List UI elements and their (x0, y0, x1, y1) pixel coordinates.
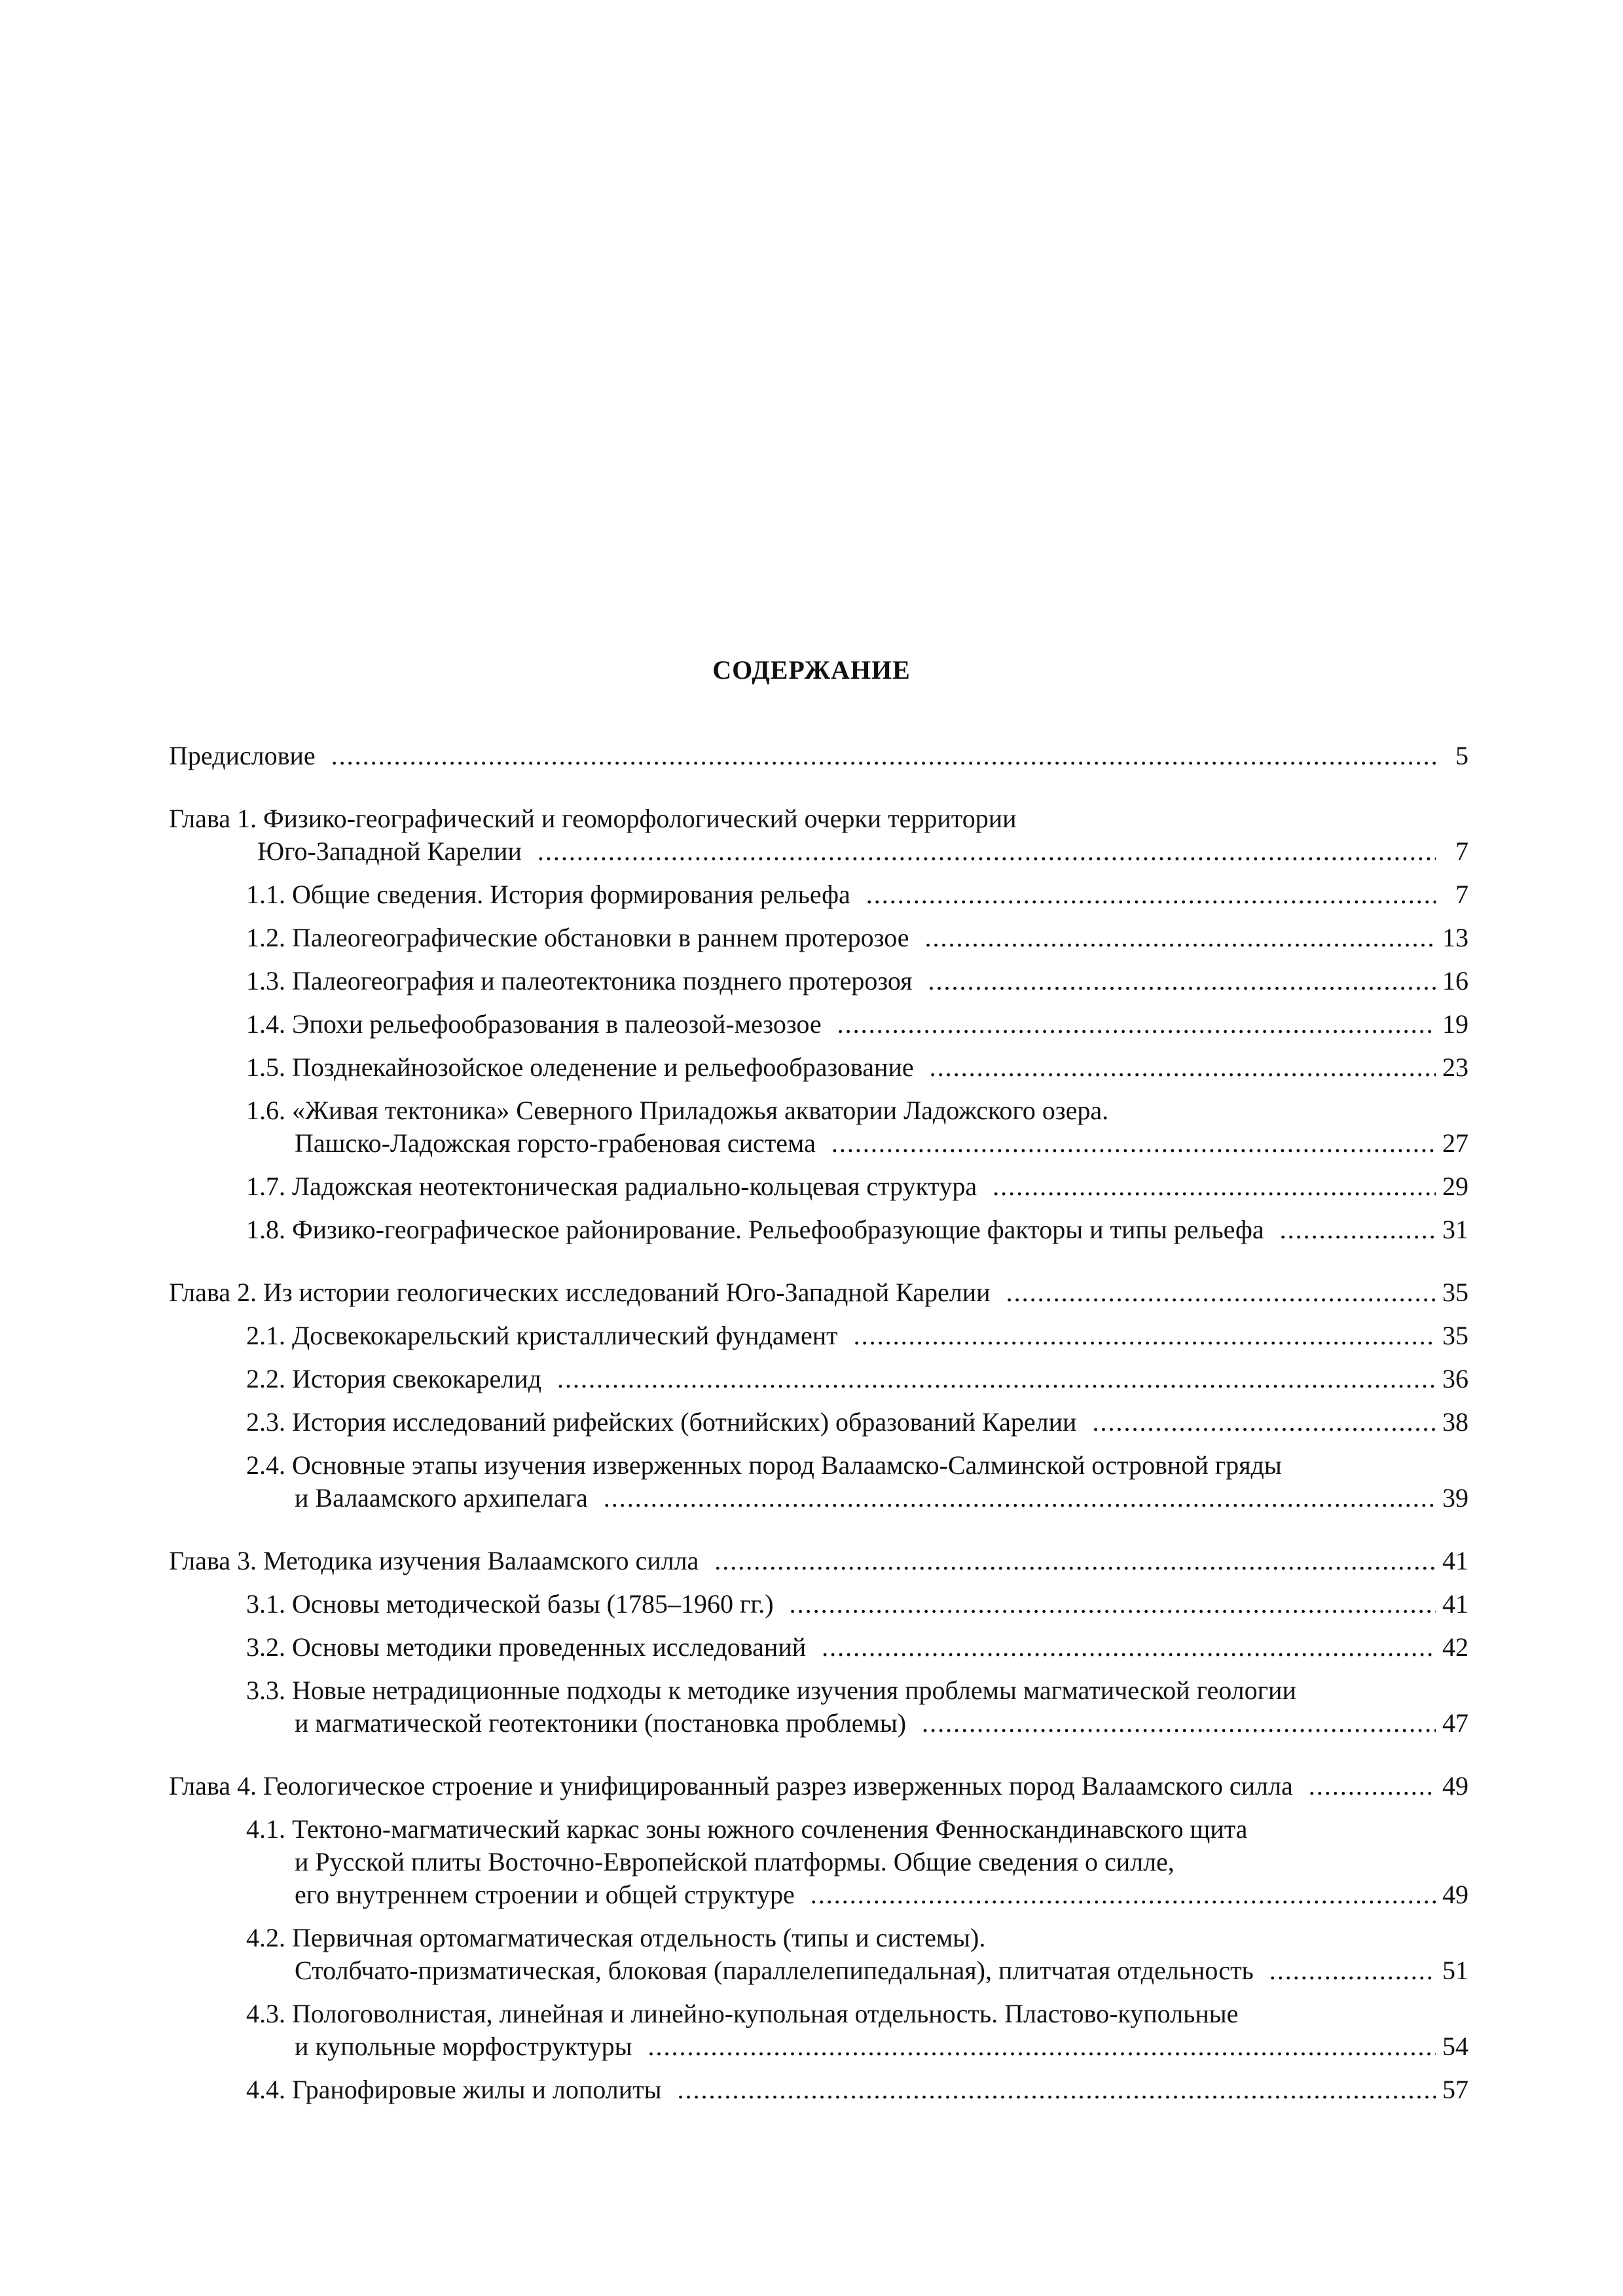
toc-entry-title: 3.2. Основы методики проведенных исследований (246, 1632, 807, 1662)
page-number: 54 (1442, 2032, 1468, 2061)
dot-leader (331, 740, 1436, 772)
toc-entry-title: 1.2. Палеогеографические обстановки в раннем протерозое (246, 923, 909, 952)
toc-entry-title: Предисловие (169, 741, 316, 770)
toc-entry-section-4-1[interactable] (169, 1813, 1468, 1911)
toc-entry-title: 2.4. Основные этапы изучения изверженных пород Валаамско-Салминской островной гряды (246, 1450, 1282, 1480)
dot-leader (930, 1051, 1436, 1084)
dot-leader (922, 1707, 1436, 1740)
dot-leader (1269, 1954, 1436, 1987)
dot-leader (790, 1588, 1436, 1621)
toc-entry-title: 1.6. «Живая тектоника» Северного Приладожья акватории Ладожского озера. (246, 1096, 1109, 1125)
toc-entry-title-continued: и купольные морфоструктуры (295, 2032, 632, 2061)
toc-entry-title: 1.4. Эпохи рельефообразования в палеозой-мезозое (246, 1009, 822, 1039)
page-title: СОДЕРЖАНИЕ (712, 655, 911, 685)
dot-leader (648, 2030, 1436, 2063)
page-number: 41 (1442, 1546, 1468, 1575)
toc-entry-title: 2.1. Досвекокарельский кристаллический фундамент (246, 1321, 838, 1350)
toc-entry-title: 2.3. История исследований рифейских (ботнийских) образований Карелии (246, 1407, 1077, 1437)
dot-leader (866, 878, 1436, 911)
page-number: 36 (1442, 1364, 1468, 1393)
dot-leader (854, 1319, 1436, 1352)
page-number: 47 (1442, 1708, 1468, 1738)
dot-leader (1280, 1213, 1436, 1246)
toc-entry-title-continued: и Русской плиты Восточно-Европейской платформы. Общие сведения о силле, (295, 1847, 1175, 1876)
toc-entry-section-2-1[interactable] (169, 1319, 1468, 1352)
dot-leader (928, 965, 1436, 997)
page-number: 42 (1442, 1632, 1468, 1662)
toc-entry-section-1-5[interactable] (169, 1051, 1468, 1084)
toc-entry-section-2-3[interactable] (169, 1406, 1468, 1439)
page-number: 13 (1442, 923, 1468, 952)
toc-entry-section-3-3[interactable] (169, 1674, 1468, 1740)
dot-leader (924, 922, 1436, 954)
dot-leader (837, 1008, 1436, 1041)
toc-entry-section-1-8[interactable] (169, 1213, 1468, 1246)
toc-entry-title-continued: его внутреннем строении и общей структуре (295, 1880, 795, 1909)
page-number: 16 (1442, 966, 1468, 996)
toc-entry-title: Глава 1. Физико-географический и геоморфологический очерки территории (169, 804, 1017, 833)
toc-entry-title-continued: Юго-Западной Карелии (257, 836, 522, 866)
dot-leader (604, 1482, 1436, 1515)
table-of-contents (169, 740, 1468, 2106)
toc-entry-section-1-7[interactable] (169, 1170, 1468, 1203)
toc-entry-section-1-1[interactable] (169, 878, 1468, 911)
page-number: 7 (1455, 880, 1468, 909)
toc-entry-title: 4.1. Тектоно-магматический каркас зоны южного сочленения Фенноскандинавского щита (246, 1814, 1248, 1844)
page-number: 19 (1442, 1009, 1468, 1039)
toc-entry-title: 1.3. Палеогеография и палеотектоника позднего протерозоя (246, 966, 913, 996)
toc-entry-title: 4.4. Гранофировые жилы и лополиты (246, 2075, 662, 2104)
toc-entry-section-2-2[interactable] (169, 1363, 1468, 1395)
toc-entry-section-2-4[interactable] (169, 1449, 1468, 1515)
page-number: 35 (1442, 1278, 1468, 1307)
toc-entry-chapter-1[interactable] (169, 802, 1468, 868)
dot-leader (831, 1127, 1436, 1160)
toc-entry-title: 2.2. История свекокарелид (246, 1364, 542, 1393)
toc-entry-section-3-1[interactable] (169, 1588, 1468, 1621)
dot-leader (538, 835, 1436, 868)
toc-entry-title-continued: и Валаамского архипелага (295, 1483, 588, 1513)
toc-entry-chapter-2[interactable] (169, 1276, 1468, 1309)
toc-entry-section-4-3[interactable] (169, 1998, 1468, 2063)
page-number: 5 (1455, 741, 1468, 770)
toc-entry-section-1-6[interactable] (169, 1094, 1468, 1160)
page-number: 7 (1455, 836, 1468, 866)
dot-leader (677, 2073, 1436, 2106)
page-number: 49 (1442, 1880, 1468, 1909)
toc-entry-section-3-2[interactable] (169, 1631, 1468, 1664)
toc-entry-title: 4.2. Первичная ортомагматическая отдельность (типы и системы). (246, 1923, 986, 1952)
toc-entry-chapter-3[interactable] (169, 1545, 1468, 1577)
dot-leader (1309, 1770, 1436, 1803)
toc-entry-title-continued: и магматической геотектоники (постановка проблемы) (295, 1708, 907, 1738)
toc-entry-section-1-2[interactable] (169, 922, 1468, 954)
toc-entry-title-continued: Пашско-Ладожская горсто-грабеновая система (295, 1128, 816, 1158)
page-number: 35 (1442, 1321, 1468, 1350)
toc-entry-title-continued: Столбчато-призматическая, блоковая (параллелепипедальная), плитчатая отдельность (295, 1956, 1254, 1985)
page-number: 57 (1442, 2075, 1468, 2104)
toc-entry-preface[interactable] (169, 740, 1468, 772)
dot-leader (822, 1631, 1436, 1664)
toc-entry-title: 1.5. Позднекайнозойское оледенение и рельефообразование (246, 1052, 914, 1082)
toc-entry-title: 3.3. Новые нетрадиционные подходы к методике изучения проблемы магматической геологии (246, 1676, 1296, 1705)
dot-leader (1006, 1276, 1436, 1309)
dot-leader (811, 1878, 1436, 1911)
page-number: 38 (1442, 1407, 1468, 1437)
dot-leader (993, 1170, 1436, 1203)
page-number: 49 (1442, 1771, 1468, 1801)
page-number: 23 (1442, 1052, 1468, 1082)
toc-entry-title: 1.8. Физико-географическое районирование. Рельефообразующие факторы и типы рельефа (246, 1215, 1264, 1244)
page-number: 51 (1442, 1956, 1468, 1985)
toc-entry-title: Глава 3. Методика изучения Валаамского силла (169, 1546, 699, 1575)
toc-entry-section-1-4[interactable] (169, 1008, 1468, 1041)
toc-entry-title: Глава 2. Из истории геологических исследований Юго-Западной Карелии (169, 1278, 991, 1307)
toc-entry-title: Глава 4. Геологическое строение и унифицированный разрез изверженных пород Валаамского силла (169, 1771, 1293, 1801)
page-number: 41 (1442, 1589, 1468, 1619)
dot-leader (1092, 1406, 1436, 1439)
toc-entry-title: 1.1. Общие сведения. История формирования рельефа (246, 880, 850, 909)
page-number: 39 (1442, 1483, 1468, 1513)
page-number: 27 (1442, 1128, 1468, 1158)
toc-entry-title: 4.3. Пологоволнистая, линейная и линейно-купольная отдельность. Пластово-купольные (246, 1999, 1239, 2028)
toc-entry-section-1-3[interactable] (169, 965, 1468, 997)
dot-leader (714, 1545, 1436, 1577)
toc-entry-section-4-4[interactable] (169, 2073, 1468, 2106)
toc-entry-title: 1.7. Ладожская неотектоническая радиально-кольцевая структура (246, 1172, 977, 1201)
page-number: 31 (1442, 1215, 1468, 1244)
toc-entry-section-4-2[interactable] (169, 1922, 1468, 1987)
toc-entry-chapter-4[interactable] (169, 1770, 1468, 1803)
page-number: 29 (1442, 1172, 1468, 1201)
toc-entry-title: 3.1. Основы методической базы (1785–1960 гг.) (246, 1589, 774, 1619)
dot-leader (557, 1363, 1436, 1395)
